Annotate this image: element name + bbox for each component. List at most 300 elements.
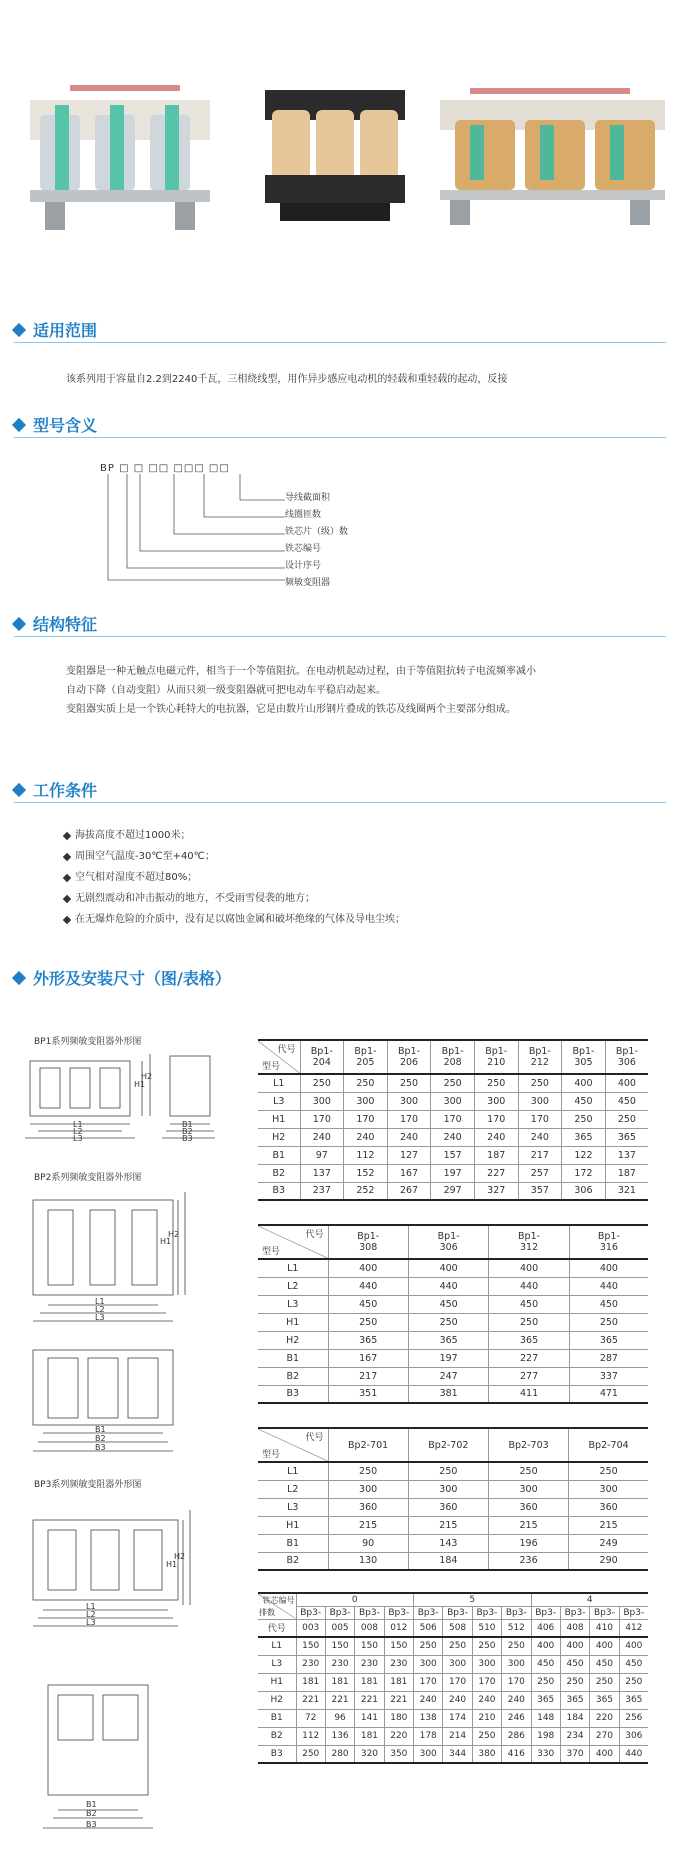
table-header: Bp2-703 [488,1428,568,1462]
table-cell: 250 [328,1462,408,1480]
row-label: B3 [258,1385,328,1403]
diamond-icon [12,322,26,336]
dimension-table-bp1-b [258,1224,648,1404]
table-cell: 327 [474,1182,518,1200]
model-leader-lines [100,472,290,582]
table-cell: 360 [408,1498,488,1516]
table-cell: 416 [502,1745,531,1763]
dimension-table-bp2 [258,1427,648,1571]
table-cell: 365 [619,1691,648,1709]
table-cell: 230 [325,1655,354,1673]
diamond-bullet-icon [63,873,71,881]
list-item: 无剧烈震动和冲击振动的地方，不受雨雪侵袭的地方； [64,888,405,909]
table-cell: 250 [474,1074,518,1092]
table-cell: 152 [344,1164,388,1182]
table-row [258,1385,648,1403]
table-cell: 250 [472,1637,501,1655]
structure-text: 变阻器是一种无触点电磁元件，相当于一个等值阻抗。在电动机起动过程，由于等值阻抗转子电流频率减小 自动下降（自动变阻）从而只须一级变阻器就可把电动车平稳启动起来。 变阻器实质上是一个铁心耗特大的电抗器，它是由数片山形钢片叠成的铁芯及线圈两个主要部分组成。 [66,666,536,715]
table-cell: 250 [569,1313,648,1331]
table-cell: 450 [408,1295,488,1313]
table-cell: 400 [328,1259,408,1277]
table-cell: 450 [605,1092,648,1110]
code-cell: 510 [472,1619,501,1637]
model-meaning: 导线截面积 [285,493,331,503]
model-meaning: 铁芯片（级）数 [285,527,349,537]
group-header: 4 [531,1593,648,1606]
table-header: Bp1- 212 [518,1040,562,1074]
table-cell: 300 [344,1092,388,1110]
diamond-icon [12,616,26,630]
table-cell: 240 [472,1691,501,1709]
table-row [258,1691,648,1709]
sub-header-cell: Bp3- [560,1606,589,1619]
table-cell: 197 [408,1349,488,1367]
table-row [258,1110,648,1128]
table-cell: 236 [488,1552,568,1570]
sub-header-cell: Bp3- [590,1606,619,1619]
table-cell: 170 [431,1110,475,1128]
table-cell: 112 [296,1727,325,1745]
code-cell: 005 [325,1619,354,1637]
table-header: Bp1- 306 [605,1040,648,1074]
table-cell: 181 [355,1673,384,1691]
table-cell: 250 [489,1313,569,1331]
row-label: B1 [258,1349,328,1367]
model-meanings [285,490,348,592]
table-cell: 400 [408,1259,488,1277]
table-cell: 252 [344,1182,388,1200]
table-cell: 250 [328,1313,408,1331]
table-cell: 360 [488,1498,568,1516]
scope-text: 该系列用于容量自2.2到2240千瓦，三相绕线型，用作异步感应电动机的轻载和重轻载的起动，反接 [66,374,508,385]
table-cell: 198 [531,1727,560,1745]
table-body [258,1259,648,1403]
table-cell: 215 [569,1516,648,1534]
diamond-bullet-icon [63,831,71,839]
table-cell: 270 [590,1727,619,1745]
table-corner: 铁芯编号 排数 [258,1593,296,1619]
table-cell: 400 [590,1745,619,1763]
table-cell: 196 [488,1534,568,1552]
table-cell: 170 [472,1673,501,1691]
table-cell: 300 [443,1655,472,1673]
section-title-structure: 结构特征 [14,612,97,635]
table-cell: 181 [296,1673,325,1691]
table-cell: 217 [518,1146,562,1164]
product-photo-2 [265,90,405,221]
row-label: B1 [258,1534,328,1552]
model-meaning: 频敏变阻器 [285,578,331,588]
table-cell: 197 [431,1164,475,1182]
table-cell: 365 [605,1128,648,1146]
table-cell: 440 [328,1277,408,1295]
row-label: B2 [258,1727,296,1745]
table-cell: 365 [590,1691,619,1709]
product-photo-3 [440,88,665,225]
row-label: H1 [258,1313,328,1331]
table-cell: 370 [560,1745,589,1763]
diagram-label-bp2: BP2系列频敏变阻器外形图 [34,1173,142,1183]
table-cell: 170 [518,1110,562,1128]
table-cell: 148 [531,1709,560,1727]
table-row [258,1146,648,1164]
code-cell: 008 [355,1619,384,1637]
table-cell: 450 [328,1295,408,1313]
table-cell: 380 [472,1745,501,1763]
table-cell: 450 [531,1655,560,1673]
table-cell: 250 [431,1074,475,1092]
row-label: B2 [258,1367,328,1385]
table-cell: 300 [502,1655,531,1673]
bp3-outline-drawing [28,1495,193,1835]
table-corner: 代号 型号 [258,1040,300,1074]
table-cell: 365 [569,1331,648,1349]
table-cell: 227 [489,1349,569,1367]
table-cell: 344 [443,1745,472,1763]
sub-header-cell: Bp3- [355,1606,384,1619]
list-item: 在无爆炸危险的介质中，没有足以腐蚀金属和破坏绝缘的气体及导电尘埃； [64,909,405,930]
table-cell: 127 [387,1146,431,1164]
list-item: 周围空气温度-30℃至+40℃； [64,846,405,867]
table-cell: 184 [560,1709,589,1727]
table-cell: 221 [384,1691,413,1709]
table-cell: 150 [355,1637,384,1655]
table-cell: 337 [569,1367,648,1385]
row-label: L1 [258,1259,328,1277]
table-cell: 187 [605,1164,648,1182]
table-cell: 181 [355,1727,384,1745]
table-cell: 300 [387,1092,431,1110]
table-cell: 300 [431,1092,475,1110]
table-cell: 400 [531,1637,560,1655]
table-cell: 250 [488,1462,568,1480]
table-cell: 221 [296,1691,325,1709]
table-cell: 400 [562,1074,606,1092]
section-divider [14,437,666,438]
table-cell: 440 [408,1277,488,1295]
diagram-label-bp1: BP1系列频敏变阻器外形图 [34,1037,142,1047]
table-cell: 290 [569,1552,648,1570]
row-label: L2 [258,1480,328,1498]
row-label: B2 [258,1164,300,1182]
table-cell: 250 [531,1673,560,1691]
row-label: B3 [258,1745,296,1763]
section-divider [14,342,666,343]
table-row [258,1462,648,1480]
table-row [258,1367,648,1385]
row-label: H1 [258,1516,328,1534]
table-cell: 300 [414,1745,443,1763]
table-cell: 227 [474,1164,518,1182]
table-cell: 365 [560,1691,589,1709]
conditions-list [64,825,405,930]
table-cell: 250 [562,1110,606,1128]
table-cell: 320 [355,1745,384,1763]
sub-header-cell: Bp3- [472,1606,501,1619]
row-label: H1 [258,1673,296,1691]
table-cell: 221 [325,1691,354,1709]
table-cell: 360 [569,1498,648,1516]
table-cell: 249 [569,1534,648,1552]
table-cell: 300 [569,1480,648,1498]
table-cell: 72 [296,1709,325,1727]
table-cell: 306 [562,1182,606,1200]
model-meaning: 铁芯编号 [285,544,322,554]
section-divider [14,802,666,803]
diamond-icon [12,970,26,984]
table-cell: 300 [518,1092,562,1110]
table-cell: 181 [384,1673,413,1691]
table-cell: 220 [384,1727,413,1745]
table-row [258,1673,648,1691]
table-header: Bp1- 316 [569,1225,648,1259]
table-row [258,1552,648,1570]
table-cell: 122 [562,1146,606,1164]
table-cell: 400 [619,1637,648,1655]
row-label: H2 [258,1128,300,1146]
table-cell: 215 [488,1516,568,1534]
code-cell: 508 [443,1619,472,1637]
table-cell: 250 [619,1673,648,1691]
table-row [258,1295,648,1313]
table-cell: 214 [443,1727,472,1745]
table-cell: 250 [502,1637,531,1655]
table-cell: 250 [408,1313,488,1331]
sub-header-cell: Bp3- [414,1606,443,1619]
table-cell: 230 [355,1655,384,1673]
table-cell: 141 [355,1709,384,1727]
table-cell: 174 [443,1709,472,1727]
table-cell: 360 [328,1498,408,1516]
table-header: Bp1- 208 [431,1040,475,1074]
table-cell: 440 [569,1277,648,1295]
table-header: Bp1- 205 [344,1040,388,1074]
table-cell: 321 [605,1182,648,1200]
row-label: B1 [258,1146,300,1164]
list-item: 空气相对湿度不超过80%； [64,867,405,888]
table-cell: 400 [605,1074,648,1092]
code-cell: 408 [560,1619,589,1637]
table-cell: 250 [472,1727,501,1745]
table-row [258,1277,648,1295]
table-cell: 300 [472,1655,501,1673]
table-cell: 136 [325,1727,354,1745]
table-corner: 代号 型号 [258,1225,328,1259]
table-cell: 167 [328,1349,408,1367]
table-row [258,1349,648,1367]
table-cell: 234 [560,1727,589,1745]
table-cell: 210 [472,1709,501,1727]
table-cell: 450 [619,1655,648,1673]
table-cell: 256 [619,1709,648,1727]
table-cell: 400 [569,1259,648,1277]
table-cell: 411 [489,1385,569,1403]
table-cell: 250 [296,1745,325,1763]
product-photos [0,0,680,255]
table-body [258,1637,648,1763]
table-cell: 137 [605,1146,648,1164]
table-row [258,1534,648,1552]
table-cell: 381 [408,1385,488,1403]
table-cell: 150 [325,1637,354,1655]
table-row [258,1313,648,1331]
table-cell: 180 [384,1709,413,1727]
table-cell: 357 [518,1182,562,1200]
list-item: 海拔高度不超过1000米； [64,825,405,846]
table-header: Bp1- 206 [387,1040,431,1074]
group-header: 0 [296,1593,414,1606]
table-cell: 365 [489,1331,569,1349]
table-cell: 240 [518,1128,562,1146]
table-cell: 250 [443,1637,472,1655]
table-cell: 450 [590,1655,619,1673]
table-cell: 112 [344,1146,388,1164]
table-cell: 230 [384,1655,413,1673]
table-cell: 240 [344,1128,388,1146]
table-row [258,1745,648,1763]
diamond-icon [12,782,26,796]
sub-header-row [258,1606,648,1619]
dimension-table-bp3 [258,1592,648,1764]
table-cell: 240 [414,1691,443,1709]
table-cell: 300 [300,1092,344,1110]
table-cell: 172 [562,1164,606,1182]
table-header: Bp1- 312 [489,1225,569,1259]
table-body [258,1074,648,1200]
table-cell: 250 [569,1462,648,1480]
table-cell: 170 [344,1110,388,1128]
table-row [258,1182,648,1200]
table-corner: 代号 型号 [258,1428,328,1462]
table-cell: 250 [518,1074,562,1092]
product-photo-1 [30,85,210,230]
section-title-dimensions: 外形及安装尺寸（图/表格） [14,966,231,989]
table-cell: 170 [300,1110,344,1128]
row-label: L1 [258,1462,328,1480]
row-label: L3 [258,1498,328,1516]
table-header: Bp1- 306 [408,1225,488,1259]
table-header: Bp1- 204 [300,1040,344,1074]
table-cell: 400 [560,1637,589,1655]
table-cell: 178 [414,1727,443,1745]
table-cell: 240 [443,1691,472,1709]
table-row [258,1128,648,1146]
model-code: BP □ □ □□ □□□ □□ [100,463,230,474]
table-cell: 150 [296,1637,325,1655]
table-cell: 240 [387,1128,431,1146]
table-cell: 237 [300,1182,344,1200]
table-cell: 167 [387,1164,431,1182]
table-cell: 220 [590,1709,619,1727]
row-label: H2 [258,1691,296,1709]
table-cell: 184 [408,1552,488,1570]
table-row [258,1074,648,1092]
table-cell: 221 [355,1691,384,1709]
sub-header-cell: Bp3- [296,1606,325,1619]
diagram-label-bp3: BP3系列频敏变阻器外形图 [34,1480,142,1490]
bp2-outline-drawing [28,1190,188,1460]
code-cell: 412 [619,1619,648,1637]
diamond-bullet-icon [63,894,71,902]
dimension-table-bp1-a [258,1039,648,1201]
code-cell: 012 [384,1619,413,1637]
diamond-bullet-icon [63,915,71,923]
table-cell: 250 [300,1074,344,1092]
row-label: L3 [258,1092,300,1110]
table-cell: 240 [300,1128,344,1146]
row-label: L2 [258,1277,328,1295]
model-meaning: 线圈匝数 [285,510,322,520]
table-cell: 450 [560,1655,589,1673]
code-cell: 512 [502,1619,531,1637]
section-title-conditions: 工作条件 [14,778,97,801]
table-cell: 215 [328,1516,408,1534]
table-cell: 250 [605,1110,648,1128]
table-header: Bp2-704 [569,1428,648,1462]
table-cell: 300 [328,1480,408,1498]
table-row [258,1637,648,1655]
table-row [258,1092,648,1110]
table-cell: 365 [531,1691,560,1709]
table-cell: 130 [328,1552,408,1570]
table-cell: 250 [387,1074,431,1092]
table-cell: 250 [408,1462,488,1480]
group-header: 5 [414,1593,532,1606]
table-body [258,1462,648,1570]
table-cell: 250 [560,1673,589,1691]
table-cell: 170 [414,1673,443,1691]
diamond-icon [12,417,26,431]
table-row [258,1727,648,1745]
table-cell: 90 [328,1534,408,1552]
table-cell: 150 [384,1637,413,1655]
table-row [258,1331,648,1349]
code-cell: 410 [590,1619,619,1637]
table-header: Bp1- 305 [562,1040,606,1074]
table-cell: 400 [590,1637,619,1655]
table-cell: 246 [502,1709,531,1727]
section-title-scope: 适用范围 [14,318,97,341]
table-cell: 257 [518,1164,562,1182]
table-cell: 96 [325,1709,354,1727]
table-row [258,1655,648,1673]
table-cell: 247 [408,1367,488,1385]
table-row [258,1516,648,1534]
table-row [258,1480,648,1498]
table-cell: 170 [502,1673,531,1691]
sub-header-cell: Bp3- [384,1606,413,1619]
code-cell: 406 [531,1619,560,1637]
table-cell: 365 [408,1331,488,1349]
table-cell: 286 [502,1727,531,1745]
table-cell: 280 [325,1745,354,1763]
table-header: Bp1- 210 [474,1040,518,1074]
table-cell: 300 [414,1655,443,1673]
table-cell: 187 [474,1146,518,1164]
section-divider [14,636,666,637]
row-label: L3 [258,1295,328,1313]
model-meaning: 设计序号 [285,561,322,571]
row-label: L1 [258,1074,300,1092]
table-cell: 300 [408,1480,488,1498]
table-cell: 240 [474,1128,518,1146]
table-cell: 137 [300,1164,344,1182]
table-header: Bp2-701 [328,1428,408,1462]
table-cell: 297 [431,1182,475,1200]
table-cell: 277 [489,1367,569,1385]
row-label: H1 [258,1110,300,1128]
table-cell: 471 [569,1385,648,1403]
